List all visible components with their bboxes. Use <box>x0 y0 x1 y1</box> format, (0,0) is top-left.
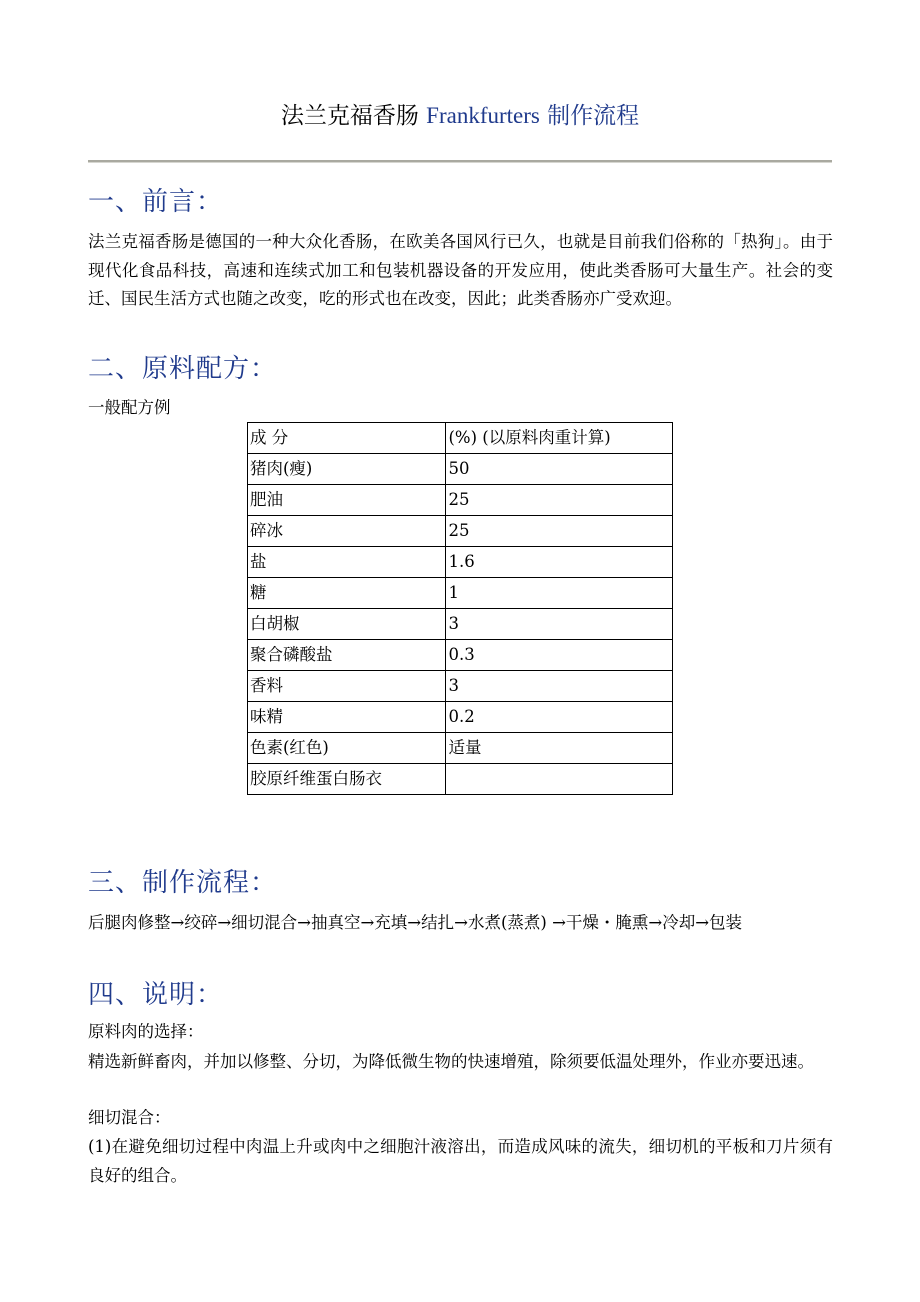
document-title <box>0 98 920 134</box>
ingredient-cell: 肥油 <box>248 485 446 516</box>
table-row <box>248 516 673 547</box>
amount-cell: 1 <box>446 578 673 609</box>
section-heading-formula: 二、原料配方： <box>88 354 278 384</box>
amount-cell: 适量 <box>446 733 673 764</box>
ingredient-cell: 香料 <box>248 671 446 702</box>
ingredient-cell: 盐 <box>248 547 446 578</box>
amount-cell: 0.3 <box>446 640 673 671</box>
ingredient-cell: 白胡椒 <box>248 609 446 640</box>
table-row <box>248 547 673 578</box>
amount-cell: 0.2 <box>446 702 673 733</box>
table-row <box>248 671 673 702</box>
ingredient-cell: 胶原纤维蛋白肠衣 <box>248 764 446 795</box>
amount-cell: 25 <box>446 485 673 516</box>
amount-cell <box>446 764 673 795</box>
ingredient-cell: 味精 <box>248 702 446 733</box>
section-heading-intro: 一、前言： <box>88 187 224 217</box>
section-heading-process: 三、制作流程： <box>88 868 278 898</box>
meat-selection-label: 原料肉的选择： <box>88 1022 204 1041</box>
table-row <box>248 640 673 671</box>
ingredient-cell: 聚合磷酸盐 <box>248 640 446 671</box>
process-flow-text: 后腿肉修整→绞碎→细切混合→抽真空→充填→结扎→水煮(蒸煮) →干燥・腌熏→冷却→包装 <box>88 913 743 932</box>
section-heading-notes: 四、说明： <box>88 980 224 1010</box>
ingredient-cell: 色素(红色) <box>248 733 446 764</box>
formula-subtitle: 一般配方例 <box>88 398 171 417</box>
meat-selection-text: 精选新鲜畜肉，并加以修整、分切，为降低微生物的快速增殖，除须要低温处理外，作业亦要迅速。 <box>88 1052 814 1071</box>
fine-mixing-label: 细切混合： <box>88 1108 171 1127</box>
title-chinese-prefix: 法兰克福香肠 <box>280 103 419 129</box>
table-row <box>248 609 673 640</box>
amount-cell: 50 <box>446 454 673 485</box>
amount-cell: 25 <box>446 516 673 547</box>
title-chinese-suffix: 制作流程 <box>547 103 640 129</box>
table-row <box>248 733 673 764</box>
table-row <box>248 764 673 795</box>
ingredient-cell: 碎冰 <box>248 516 446 547</box>
table-header-row <box>248 423 673 454</box>
amount-cell: 1.6 <box>446 547 673 578</box>
amount-cell: 3 <box>446 609 673 640</box>
amount-cell: 3 <box>446 671 673 702</box>
table-row <box>248 578 673 609</box>
table-header-cell: (%) (以原料肉重计算) <box>446 423 673 454</box>
ingredient-cell: 猪肉(瘦) <box>248 454 446 485</box>
title-divider <box>88 160 832 163</box>
table-header-cell: 成 分 <box>248 423 446 454</box>
table-row <box>248 454 673 485</box>
intro-paragraph: 法兰克福香肠是德国的一种大众化香肠，在欧美各国风行已久，也就是目前我们俗称的「热狗」。由于现代化食品科技，高速和连续式加工和包装机器设备的开发应用，使此类香肠可大量生产。社会的变迁、国民生活方式也随之改变，吃的形式也在改变，因此；此类香肠亦广受欢迎。 <box>88 232 833 308</box>
ingredient-cell: 糖 <box>248 578 446 609</box>
fine-mixing-text: (1)在避免细切过程中肉温上升或肉中之细胞汁液溶出，而造成风味的流失，细切机的平板和刀片须有良好的组合。 <box>88 1137 833 1185</box>
title-english: Frankfurters <box>426 103 540 128</box>
formula-table <box>247 422 673 795</box>
table-row <box>248 702 673 733</box>
table-row <box>248 485 673 516</box>
